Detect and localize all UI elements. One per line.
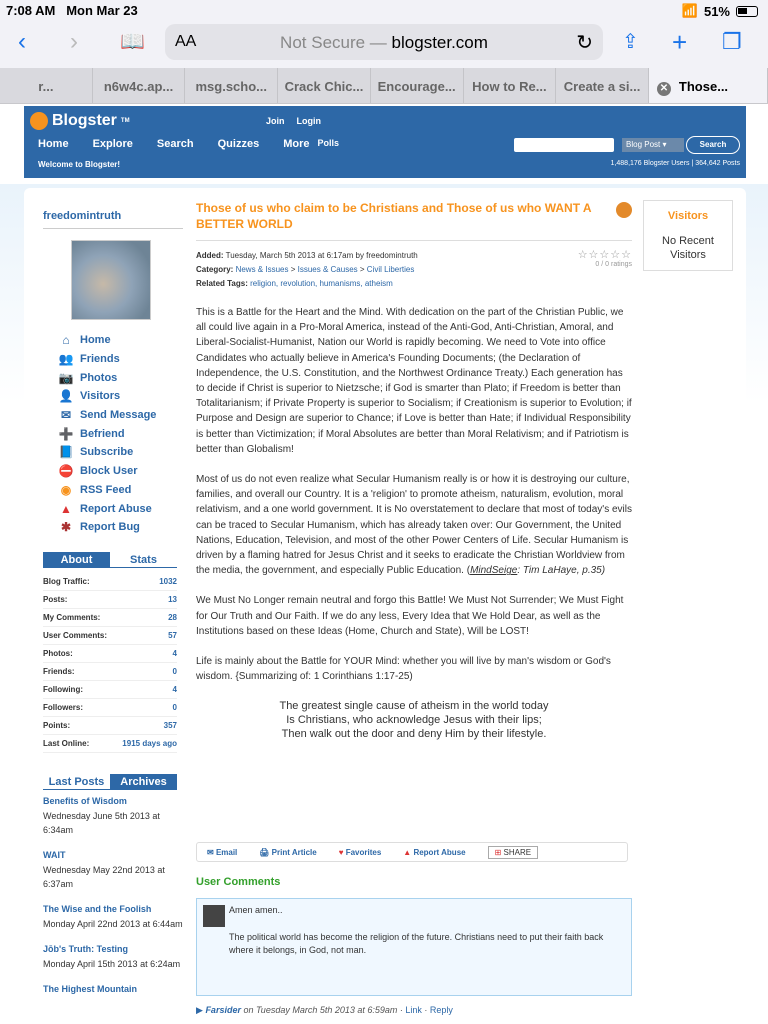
comment-link[interactable]: Link xyxy=(405,1005,422,1015)
comment-author[interactable]: Farsider xyxy=(205,1005,241,1015)
welcome-text: Welcome to Blogster! xyxy=(38,160,121,169)
article-meta: Added: Tuesday, March 5th 2013 at 6:17am by freedomintruth Category: News & Issues > Issues & Causes > Civil Liberties Related Tags: religion, revolution, humanisms, atheism xyxy=(196,240,632,291)
article-tools xyxy=(196,842,628,862)
stat-row: My Comments: 28 xyxy=(43,609,177,627)
about-stats-tabs xyxy=(43,552,177,568)
nav-search[interactable]: Search xyxy=(156,138,194,150)
visitors-box: Visitors No Recent Visitors xyxy=(643,200,733,271)
tab-about[interactable]: About xyxy=(43,552,110,568)
forward-icon[interactable]: › xyxy=(70,28,78,55)
search-scope-select[interactable]: Blog Post ▾ xyxy=(622,138,684,152)
article-title: Those of us who claim to be Christians and Those of us who WANT A BETTER WORLD xyxy=(196,201,592,231)
status-bar xyxy=(0,0,768,20)
blogster-logo[interactable]: Blogster TM xyxy=(30,112,130,130)
logo-icon xyxy=(30,112,48,130)
address-bar[interactable] xyxy=(165,24,603,60)
tabs-overview-icon[interactable]: ❐ xyxy=(722,29,742,54)
nav-quizzes[interactable]: Quizzes xyxy=(217,138,260,150)
tab-3[interactable]: msg.scho... xyxy=(185,68,278,103)
menu-report-bug[interactable]: ✱ Report Bug xyxy=(58,518,156,537)
stat-row: Points: 357 xyxy=(43,717,177,735)
nav-polls[interactable]: Polls xyxy=(317,138,339,148)
menu-send-message[interactable]: ✉ Send Message xyxy=(58,406,156,425)
tab-6[interactable]: How to Re... xyxy=(464,68,557,103)
new-tab-icon[interactable]: + xyxy=(672,27,688,57)
menu-friends[interactable]: 👥 Friends xyxy=(58,352,120,367)
profile-username[interactable]: freedomintruth xyxy=(43,210,183,229)
stat-row: Last Online: 1915 days ago xyxy=(43,735,177,753)
browser-tabs xyxy=(0,68,768,104)
wifi-icon: 📶 xyxy=(681,3,698,18)
menu-befriend[interactable]: ➕ Befriend xyxy=(58,426,125,441)
article-quote: The greatest single cause of atheism in the world today Is Christians, who acknowledge Jesus with their lips; Then walk out the door and deny Him by their lifestyle. xyxy=(279,700,549,741)
stat-row: Following: 4 xyxy=(43,681,177,699)
comment-reply[interactable]: Reply xyxy=(429,1005,453,1015)
menu-block-user[interactable]: ⛔ Block User xyxy=(58,464,138,479)
house-icon: ⌂ xyxy=(62,333,70,348)
article xyxy=(196,200,632,767)
ratings-count: 0 / 0 ratings xyxy=(595,261,632,268)
tab-4[interactable]: Crack Chic... xyxy=(278,68,371,103)
list-item: WAIT Wednesday May 22nd 2013 at 6:37am xyxy=(43,850,165,889)
menu-home[interactable]: ⌂ Home xyxy=(58,331,156,350)
status-time: 7:08 AM Mon Mar 23 xyxy=(6,3,138,18)
close-tab-icon[interactable]: ✕ xyxy=(657,82,671,96)
status-right xyxy=(682,3,758,19)
rating-stars[interactable]: ☆☆☆☆☆ 0 / 0 ratings xyxy=(577,249,632,268)
join-link[interactable]: Join xyxy=(266,116,285,126)
stat-row: Followers: 0 xyxy=(43,699,177,717)
site-counts: 1,488,176 Blogster Users | 364,642 Posts xyxy=(610,160,740,167)
share-button[interactable]: ⊞ SHARE xyxy=(488,846,539,859)
bug-icon: ✱ xyxy=(60,520,72,535)
menu-subscribe[interactable]: 📘 Subscribe xyxy=(58,445,134,460)
category-link[interactable]: Issues & Causes xyxy=(297,265,358,274)
battery-icon xyxy=(736,6,758,17)
search-button[interactable]: Search xyxy=(686,136,740,154)
nav-home[interactable]: Home xyxy=(38,138,69,150)
tab-active[interactable]: ✕ Those... xyxy=(649,68,768,103)
category-link[interactable]: News & Issues xyxy=(235,265,289,274)
message-icon: ✉ xyxy=(60,408,72,423)
tab-2[interactable]: n6w4c.ap... xyxy=(93,68,186,103)
warning-icon: ▲ xyxy=(60,501,72,516)
last-posts-list xyxy=(43,796,183,1007)
tab-stats[interactable]: Stats xyxy=(110,552,177,568)
blogster-header xyxy=(24,106,746,178)
menu-report-abuse[interactable]: ▲ Report Abuse xyxy=(58,499,156,518)
nav-explore[interactable]: Explore xyxy=(92,138,133,150)
avatar[interactable] xyxy=(71,240,151,320)
list-item: The Highest Mountain xyxy=(43,984,137,994)
last-posts-tabs xyxy=(43,774,177,790)
menu-visitors[interactable]: 👤 Visitors xyxy=(58,389,121,404)
favorites-button[interactable]: ♥ Favorites xyxy=(338,847,382,857)
user-comments-heading: User Comments xyxy=(196,876,281,888)
friends-icon: 👥 xyxy=(58,352,74,367)
play-icon: ▶ xyxy=(196,1005,203,1015)
camera-icon: 📷 xyxy=(58,370,74,385)
list-item: The Wise and the Foolish Monday April 22nd 2013 at 6:44am xyxy=(43,904,183,929)
battery-percent: 51% xyxy=(703,3,730,19)
tab-archives[interactable]: Archives xyxy=(110,774,177,790)
stat-row: Blog Traffic: 1032 xyxy=(43,573,177,591)
profile-menu xyxy=(58,331,156,537)
stat-row: User Comments: 57 xyxy=(43,627,177,645)
bookmarks-icon[interactable]: 📖 xyxy=(120,31,145,53)
comment-text: The political world has become the religion of the future. Christians need to put their faith back where it belongs, in God, not man. xyxy=(229,932,604,955)
stat-row: Posts: 13 xyxy=(43,591,177,609)
article-body: This is a Battle for the Heart and the Mind. With dedication on the part of the Christian Public, we all could live again in a Pro-Moral America, instead of the Anti-God, Anti-Christian, Amoral, and Liberal-Socialist-Humanist, Nation our World is rapidly becoming. We need to Vote into office Candidates who actually believe in America's Founding Documents; (the Declaration of Independence, the U.S. Constitution, and the Northwest Ordinance Treaty.) Each generation has to decide if Christ is superior to Nietzsche; if God is smarter than Plato; if Freedom is better than Totalitarianism; if Private Property is superior to Socialism; if Creationism is superior to Evolution; if Purpose and Design are superior to Chance; if Love is better than Hate; if Individual Responsibility is better than Victimization; if Moral Absolutes are better than Moral Relativism; and if Patriotism is better than Globalism! Most of us do not even realize what Secular Humanism really is or how it is destroying our culture, families, and overall our Country. It is a 'religion' to promote atheism, naturalism, evolution, moral relativism, and a one world government. It is No overstatement to declare that most of today's evils can be traced to Secular Humanism, which has already taken over: Our Government, the United Nations, Education, Television, and most of the other Power Centers of Life. Secular Humanism is driven by a flaming hatred for Jesus Christ and it seeks to eradicate the Christian Worldview from the media, the government, and especially Public Education. (MindSeige: Tim LaHaye, p.35) We Must No Longer remain neutral and forgo this Battle! We Must Not Surrender; We Must Fight for Our Truth and Our Faith. If we do any less, Every Idea that We Hold Dear, as well as the Institutions based on these Ideas (Home, Church and State), Will be LOST! Life is mainly about the Battle for YOUR Mind: whether you will live by man's wisdom or God's wisdom. {Summarizing of: 1 Corinthians 1:17-25) The greatest single cause of atheism in the world today Is Christians, who acknowledge Jesus with their lips; Then walk out the door and deny Him by their lifestyle. xyxy=(196,307,633,741)
befriend-icon: ➕ xyxy=(58,426,74,441)
login-link[interactable]: Login xyxy=(296,116,322,126)
tab-7[interactable]: Create a si... xyxy=(556,68,649,103)
url-text: Not Secure — blogster.com xyxy=(280,33,488,52)
comment-text: Amen amen.. xyxy=(229,905,283,915)
citation-link[interactable]: MindSeige xyxy=(470,565,518,577)
list-item: Benefits of Wisdom Wednesday June 5th 2013 at 6:34am xyxy=(43,796,160,835)
visitors-icon: 👤 xyxy=(58,389,74,404)
tab-1[interactable]: r... xyxy=(0,68,93,103)
author-badge-icon xyxy=(616,202,632,218)
share-icon[interactable]: ⇪ xyxy=(622,31,639,53)
block-icon: ⛔ xyxy=(58,464,74,479)
tab-5[interactable]: Encourage... xyxy=(371,68,464,103)
comment-box xyxy=(196,898,632,996)
stat-row: Photos: 4 xyxy=(43,645,177,663)
comment-avatar[interactable] xyxy=(203,905,225,927)
tab-last-posts[interactable]: Last Posts xyxy=(43,774,110,790)
menu-photos[interactable]: 📷 Photos xyxy=(58,370,118,385)
comment-footer: ▶ Farsider on Tuesday March 5th 2013 at 6:59am · Link · Reply xyxy=(196,1005,453,1015)
tags-links[interactable]: religion, revolution, humanisms, atheism xyxy=(250,279,393,288)
report-abuse-button[interactable]: ▲ Report Abuse xyxy=(403,847,466,857)
reload-icon[interactable]: ↻ xyxy=(576,32,593,54)
list-item: Jōb's Truth: Testing Monday April 15th 2013 at 6:24am xyxy=(43,944,181,969)
safari-toolbar xyxy=(0,20,768,68)
email-button[interactable]: ✉ Email xyxy=(207,847,238,857)
menu-rss-feed[interactable]: ◉ RSS Feed xyxy=(58,481,156,500)
back-icon[interactable]: ‹ xyxy=(18,28,26,55)
category-link[interactable]: Civil Liberties xyxy=(366,265,415,274)
search-input[interactable] xyxy=(514,138,614,152)
print-button[interactable]: 🖨 Print Article xyxy=(259,847,317,857)
stat-row: Friends: 0 xyxy=(43,663,177,681)
nav-more[interactable]: More xyxy=(283,138,310,150)
reader-aa-button[interactable]: AA xyxy=(175,33,197,50)
stats-table xyxy=(43,573,177,753)
subscribe-icon: 📘 xyxy=(58,445,74,460)
main-nav xyxy=(38,138,339,150)
rss-icon: ◉ xyxy=(60,482,72,497)
